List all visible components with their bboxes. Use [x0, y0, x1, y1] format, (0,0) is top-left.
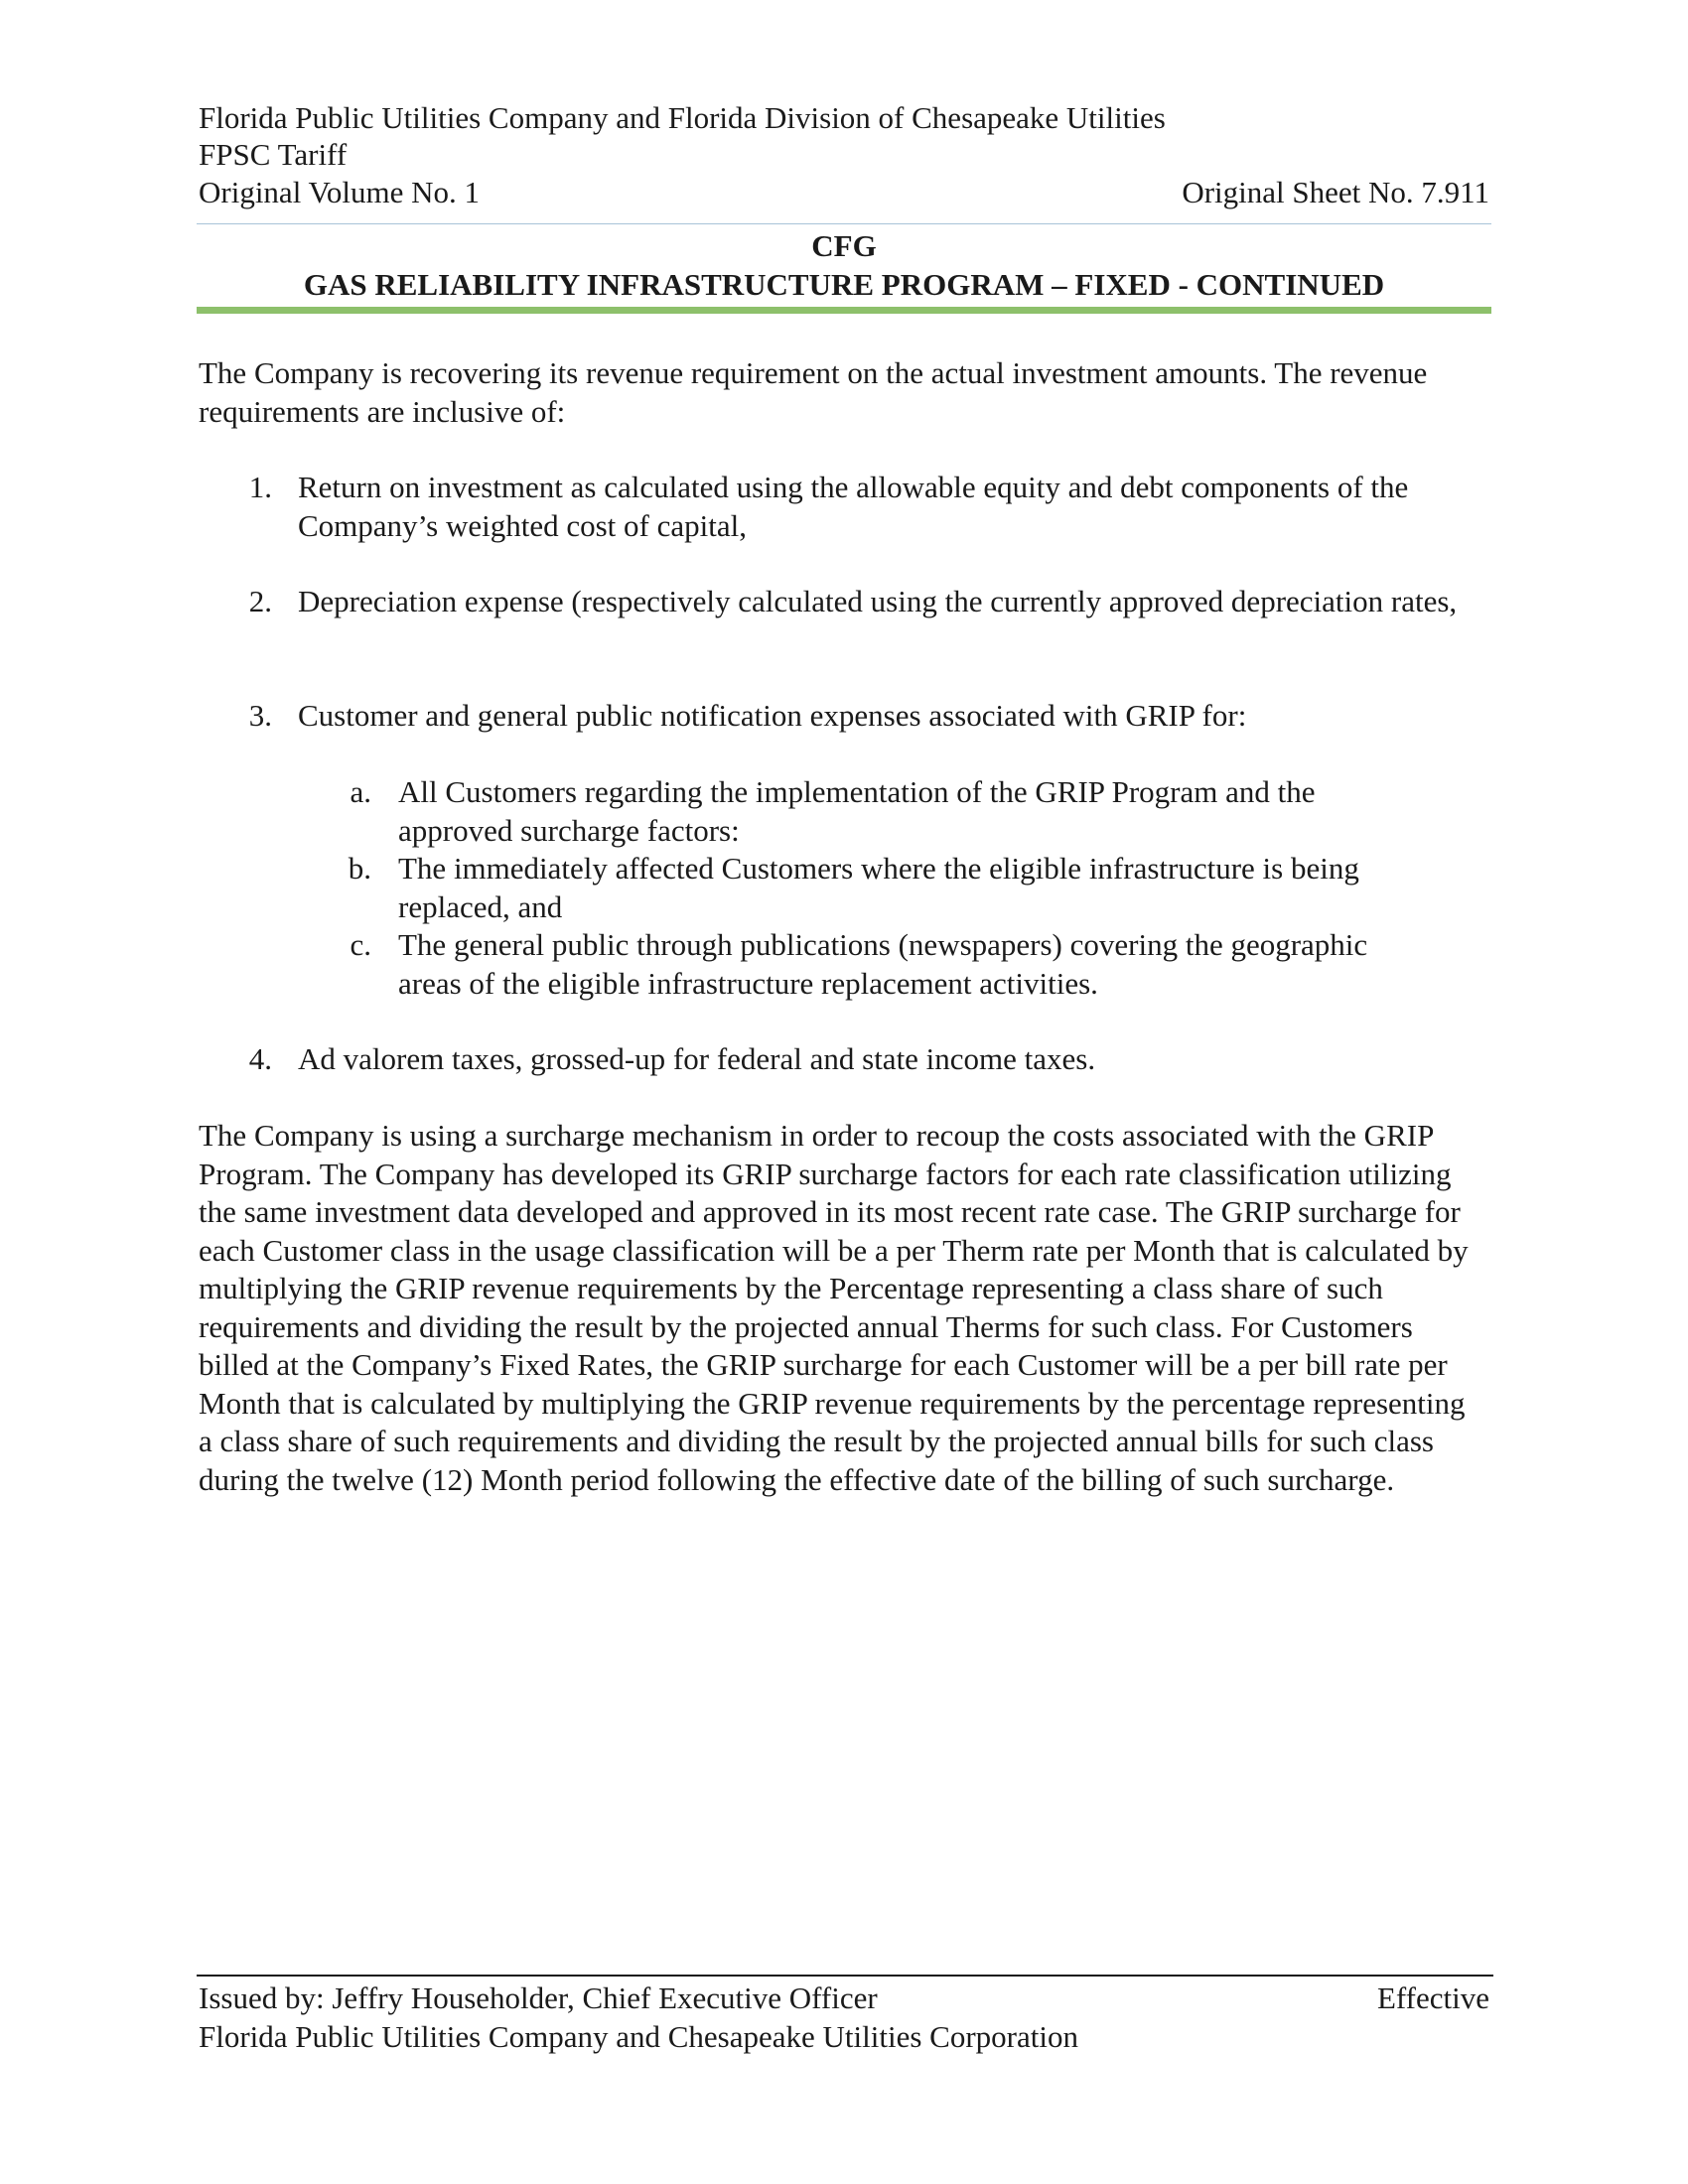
- list-item-number: 4.: [248, 1041, 272, 1076]
- list-item-number: 1.: [248, 470, 272, 504]
- sub-list-item-text: The immediately affected Customers where the eligible infrastructure is being replaced, and: [398, 851, 1359, 924]
- footer-issued-by: Issued by: Jeffry Householder, Chief Executive Officer: [199, 1980, 878, 2015]
- sub-list-item-letter: c.: [350, 927, 371, 962]
- sub-list-item-letter: b.: [348, 851, 371, 886]
- header-company: Florida Public Utilities Company and Florida Division of Chesapeake Utilities: [199, 100, 1166, 135]
- list-item-text: Ad valorem taxes, grossed-up for federal and state income taxes.: [298, 1041, 1096, 1076]
- header-sheet-number: Original Sheet No. 7.911: [1182, 175, 1489, 209]
- list-item-text: Return on investment as calculated using the allowable equity and debt components of the Company’s weighted cost of capital,: [298, 470, 1409, 543]
- body-paragraph: The Company is using a surcharge mechanism in order to recoup the costs associated with the GRIP Program. The Company has developed its GRIP surcharge factors for each rate classification utilizing the same investment data developed and approved in its most recent rate case. The GRIP surcharge for each Customer class in the usage classification will be a per Therm rate per Month that is calculated by multiplying the GRIP revenue requirements by the Percentage representing a class share of such requirements and dividing the result by the projected annual Therms for such class. For Customers billed at the Company’s Fixed Rates, the GRIP surcharge for each Customer will be a per bill rate per Month that is calculated by multiplying the GRIP revenue requirements by the percentage representing a class share of such requirements and dividing the result by the projected annual bills for such class during the twelve (12) Month period following the effective date of the billing of such surcharge.: [199, 1118, 1469, 1497]
- footer-divider: [197, 1975, 1493, 1977]
- title-underline: [197, 307, 1491, 314]
- header-divider: [197, 223, 1491, 224]
- list-item-text: Depreciation expense (respectively calculated using the currently approved depreciation rates,: [298, 584, 1458, 618]
- header-volume: Original Volume No. 1: [199, 175, 481, 209]
- section-title: GAS RELIABILITY INFRASTRUCTURE PROGRAM – FIXED - CONTINUED: [303, 267, 1385, 302]
- list-item-number: 2.: [248, 584, 272, 618]
- footer-effective: Effective: [1376, 1980, 1489, 2015]
- intro-paragraph: The Company is recovering its revenue requirement on the actual investment amounts. The revenue requirements are inclusive of:: [199, 355, 1428, 429]
- footer-company: Florida Public Utilities Company and Chesapeake Utilities Corporation: [199, 2019, 1078, 2054]
- sub-list-item-letter: a.: [350, 774, 371, 809]
- sub-list-item-text: The general public through publications (newspapers) covering the geographic areas of the eligible infrastructure replacement activities.: [398, 927, 1368, 1001]
- sub-list-item-text: All Customers regarding the implementation of the GRIP Program and the approved surcharge factors:: [398, 774, 1316, 848]
- header-tariff: FPSC Tariff: [199, 137, 348, 172]
- title-cfg: CFG: [811, 228, 877, 263]
- list-item-text: Customer and general public notification expenses associated with GRIP for:: [298, 698, 1247, 733]
- list-item-number: 3.: [248, 698, 272, 733]
